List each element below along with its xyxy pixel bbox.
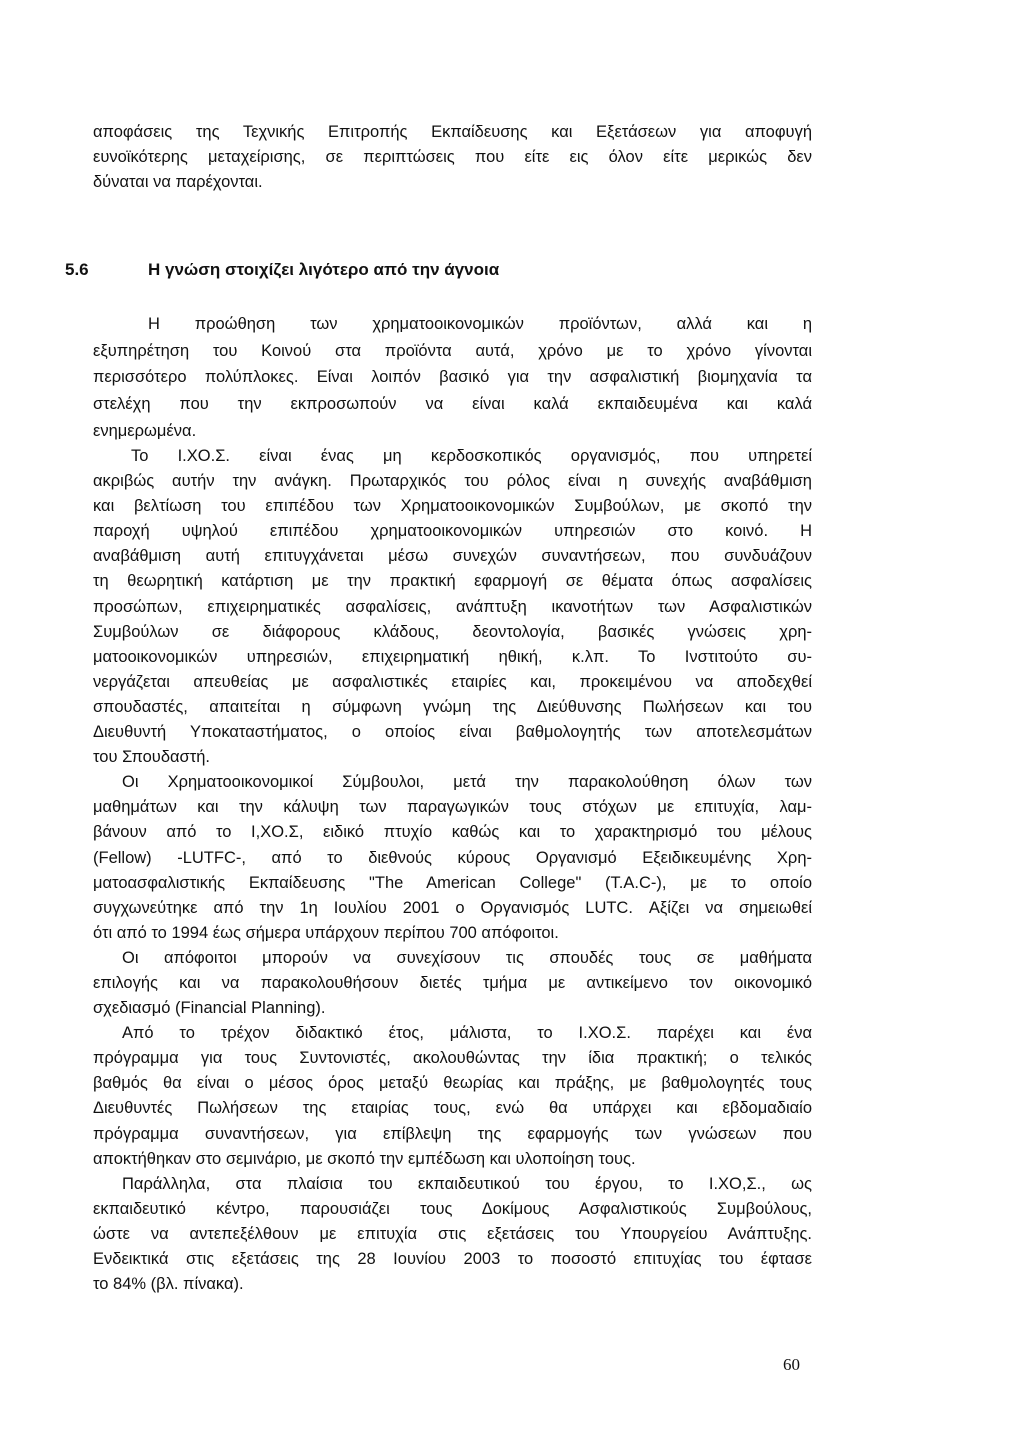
text-line: εξυπηρέτηση του Κοινού στα προϊόντα αυτά, χρόνο με το χρόνο γίνονται	[93, 341, 812, 360]
text-line: ενημερωμένα.	[93, 421, 197, 440]
text-line: μαθημάτων και την κάλυψη των παραγωγικών τους στόχων με επιτυχία, λαμ-	[93, 798, 812, 817]
text-line: (Fellow) -LUTFC-, από το διεθνούς κύρους Οργανισμό Εξειδικευμένης Χρη-	[93, 848, 812, 867]
text-line: πρόγραμμα συναντήσεων, για επίβλεψη της εφαρμογής των γνώσεων που	[93, 1124, 812, 1143]
text-line: ότι από το 1994 έως σήμερα υπάρχουν περίπου 700 απόφοιτοι.	[93, 923, 559, 942]
paragraph	[93, 311, 812, 444]
text-line: σχεδιασμό (Financial Planning).	[93, 999, 326, 1018]
text-line: βάνουν από το Ι,ΧΟ.Σ, ειδικό πτυχίο καθώς και το χαρακτηρισμό του μέλους	[93, 823, 812, 842]
text-line: νεργάζεται απευθείας με ασφαλιστικές εταιρίες και, προκειμένου να αποδεχθεί	[93, 672, 812, 691]
text-line: Η προώθηση των χρηματοοικονομικών προϊόντων, αλλά και η	[148, 315, 812, 333]
text-line: παροχή υψηλού επιπέδου χρηματοοικονομικών υπηρεσιών στο κοινό. Η	[93, 522, 812, 541]
paragraph	[93, 770, 812, 946]
text-line: Συμβούλων σε διάφορους κλάδους, δεοντολογία, βασικές γνώσεις χρη-	[93, 622, 812, 641]
text-line: ακριβώς αυτήν την ανάγκη. Πρωταρχικός του ρόλος είναι η συνεχής αναβάθμιση	[93, 472, 812, 491]
text-line: Παράλληλα, στα πλαίσια του εκπαιδευτικού του έργου, το Ι.ΧΟ,Σ., ως	[122, 1174, 812, 1193]
text-line: τη θεωρητική κατάρτιση με την πρακτική εφαρμογή σε θέματα όπως ασφαλίσεις	[93, 572, 812, 591]
text-line: Από το τρέχον διδακτικό έτος, μάλιστα, το Ι.ΧΟ.Σ. παρέχει και ένα	[122, 1024, 812, 1043]
paragraph	[93, 1021, 812, 1172]
text-line: σπουδαστές, απαιτείται η σύμφωνη γνώμη της Διεύθυνσης Πωλήσεων και του	[93, 697, 812, 716]
text-line: βαθμός θα είναι ο μέσος όρος μεταξύ θεωρίας και πράξης, με βαθμολογητές τους	[93, 1074, 812, 1093]
text-line: ματοασφαλιστικής Εκπαίδευσης "The American College" (T.A.C-), με το οποίο	[93, 873, 812, 892]
text-line: ευνοϊκότερης μεταχείρισης, σε περιπτώσεις που είτε εις όλον είτε μερικώς δεν	[93, 148, 812, 167]
text-line: Οι Χρηματοοικονομικοί Σύμβουλοι, μετά την παρακολούθηση όλων των	[122, 773, 812, 792]
text-line: στελέχη που την εκπροσωπούν να είναι καλά εκπαιδευμένα και καλά	[93, 395, 812, 414]
text-line: δύναται να παρέχονται.	[93, 173, 263, 192]
text-line: του Σπουδαστή.	[93, 748, 211, 767]
text-line: προσώπων, επιχειρηματικές ασφαλίσεις, ανάπτυξη ικανοτήτων των Ασφαλιστικών	[93, 597, 812, 616]
text-line: Διευθυντή Υποκαταστήματος, ο οποίος είναι βαθμολογητής των αποτελεσμάτων	[93, 723, 812, 742]
body-text	[93, 444, 812, 1297]
text-line: περισσότερο πολύπλοκες. Είναι λοιπόν βασικό για την ασφαλιστική βιομηχανία τα	[93, 368, 812, 387]
text-line: Το Ι.ΧΟ.Σ. είναι ένας μη κερδοσκοπικός οργανισμός, που υπηρετεί	[131, 447, 812, 465]
paragraph-continuation	[93, 120, 812, 195]
text-line: επιλογής και να παρακολουθήσουν διετές τμήμα με αντικείμενο τον οικονομικό	[93, 973, 812, 992]
text-line: ώστε να αντεπεξέλθουν με επιτυχία στις εξετάσεις του Υπουργείου Ανάπτυξης.	[93, 1224, 812, 1243]
text-line: Οι απόφοιτοι μπορούν να συνεχίσουν τις σπουδές τους σε μαθήματα	[122, 948, 812, 967]
text-line: εκπαιδευτικό κέντρο, παρουσιάζει τους Δοκίμους Ασφαλιστικούς Συμβούλους,	[93, 1199, 812, 1218]
text-line: και βελτίωση του επιπέδου των Χρηματοοικονομικών Συμβούλων, με σκοπό την	[93, 497, 812, 516]
text-line: το 84% (βλ. πίνακα).	[93, 1275, 244, 1294]
paragraph	[93, 946, 812, 1021]
section-number: 5.6	[65, 260, 89, 279]
text-line: Ενδεικτικά στις εξετάσεις της 28 Ιουνίου 2003 το ποσοστό επιτυχίας του έφτασε	[93, 1250, 812, 1268]
text-line: συγχωνεύτηκε από την 1η Ιουλίου 2001 ο Οργανισμός LUTC. Αξίζει να σημειωθεί	[93, 898, 812, 917]
text-line: Διευθυντές Πωλήσεων της εταιρίας τους, ενώ θα υπάρχει και εβδομαδιαίο	[93, 1099, 812, 1118]
text-line: αναβάθμιση αυτή επιτυγχάνεται μέσω συνεχών συναντήσεων, που συνδυάζουν	[93, 547, 812, 566]
text-line: αποκτήθηκαν στο σεμινάριο, με σκοπό την εμπέδωση και υλοποίηση τους.	[93, 1149, 636, 1168]
section-heading	[0, 257, 1024, 283]
text-line: πρόγραμμα για τους Συντονιστές, ακολουθώντας την ίδια πρακτική; ο τελικός	[93, 1049, 812, 1068]
text-line: ματοοικονομικών υπηρεσιών, επιχειρηματική ηθική, κ.λπ. Το Ινστιτούτο συ-	[93, 647, 812, 666]
section-title: Η γνώση στοιχίζει λιγότερο από την άγνοια	[148, 260, 500, 279]
page-number: 60	[783, 1355, 800, 1374]
text-line: αποφάσεις της Τεχνικής Επιτροπής Εκπαίδευσης και Εξετάσεων για αποφυγή	[93, 123, 812, 141]
paragraph	[93, 1172, 812, 1297]
paragraph	[93, 444, 812, 770]
